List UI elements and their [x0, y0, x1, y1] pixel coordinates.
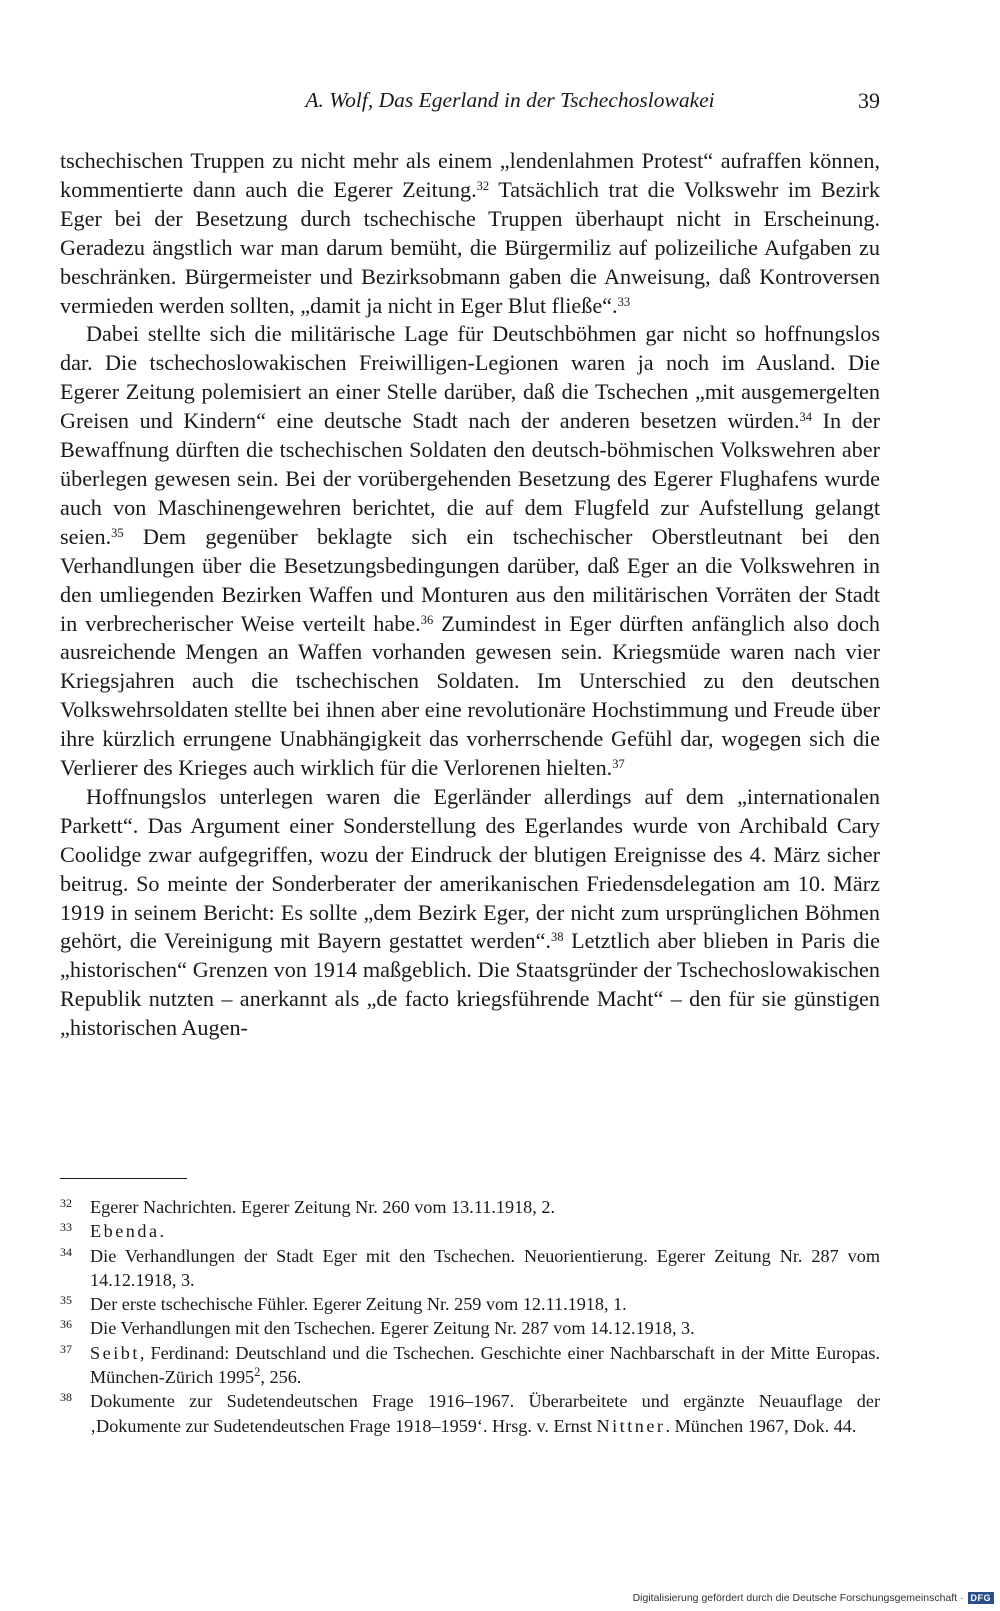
edition-superscript: 2 [254, 1365, 261, 1380]
footnote-text-spaced: Ebenda [90, 1221, 160, 1242]
footnote-number: 33 [60, 1220, 72, 1235]
paragraph-2 [60, 320, 880, 783]
footnote-ref-38[interactable]: 38 [551, 930, 564, 945]
footnote-36 [60, 1316, 880, 1340]
footnote-text: Dokumente zur Sudetendeutschen Frage 1916–1967. Überarbeitete und ergänzte Neuauflage der ‚Dokumente zur Sudetendeutschen Frage 1918–1959‘. Hrsg. v. Ernst [90, 1391, 880, 1436]
paragraph-2-text-c: Dem gegenüber beklagte sich ein tschechischer Oberstleutnant bei den Verhandlungen über die Besetzungsbedingungen darüber, daß Eger an die Volkswehren in den umliegenden Bezirken Waffen und Monturen aus den militärischen Vorräten der Stadt in verbrecherischer Weise verteilt habe. [60, 523, 880, 636]
credit-text: Digitalisierung gefördert durch die Deutsche Forschungsgemeinschaft · [632, 1591, 964, 1604]
footnote-38 [60, 1389, 880, 1438]
digitization-credit [633, 1590, 994, 1605]
paragraph-2-text-d: Zumindest in Eger dürften anfänglich also doch ausreichende Mengen an Waffen vorhanden gewesen sein. Kriegsmüde waren nach vier Kriegsjahren auch die tschechischen Soldaten. Im Unterschied zu den deutschen Volkswehrsoldaten stellte bei ihnen aber eine revolutionäre Hochstimmung und Freude über ihre kürzlich errungene Unabhängigkeit das vorherrschende Gefühl dar, wogegen sich die Verlierer des Krieges auch wirklich für die Verlorenen hielten. [60, 610, 880, 781]
footnote-ref-33[interactable]: 33 [617, 294, 631, 309]
paragraph-1-text-a: tschechischen Truppen zu nicht mehr als einem „lendenlahmen Protest“ aufraffen können, kommentierte dann auch die Egerer Zeitung. [60, 148, 880, 202]
footnote-text-end: , 256. [260, 1367, 302, 1388]
footnote-number: 34 [60, 1244, 72, 1259]
footnote-text: , Ferdinand: Deutschland und die Tschechen. Geschichte einer Nachbarschaft in der Mitte Europas. München-Zürich 1995 [90, 1342, 880, 1388]
footnote-ref-32[interactable]: 32 [476, 178, 490, 193]
footnote-editor: Nittner [596, 1415, 666, 1436]
footnote-35 [60, 1292, 880, 1316]
paragraph-2-text-b: In der Bewaffnung dürften die tschechischen Soldaten den deutsch-böhmischen Volkswehren aber überlegen gewesen sein. Bei der vorübergehenden Besetzung des Egerer Flughafens wurde auch von Maschinengewehren berichtet, die auf dem Flugfeld zur Aufstellung gelangt seien. [60, 408, 880, 549]
footnote-text: Die Verhandlungen mit den Tschechen. Egerer Zeitung Nr. 287 vom 14.12.1918, 3. [90, 1318, 695, 1339]
footnote-author: Seibt [90, 1342, 140, 1363]
footnote-text: Egerer Nachrichten. Egerer Zeitung Nr. 260 vom 13.11.1918, 2. [90, 1197, 555, 1217]
footnote-number: 36 [60, 1317, 72, 1332]
footnote-number: 37 [60, 1341, 72, 1356]
paragraph-1 [60, 147, 880, 320]
footnote-ref-37[interactable]: 37 [612, 757, 625, 772]
paragraph-1-text-b: Tatsächlich trat die Volkswehr im Bezirk Eger bei der Besetzung durch tschechische Truppen überhaupt nicht in Erscheinung. Geradezu ängstlich war man darum bemüht, die Bürgermiliz auf polizeiliche Aufgaben zu beschränken. Bürgermeister und Bezirksobmann gaben die Anweisung, daß Kontroversen vermieden werden sollten, „damit ja nicht in Eger Blut fließe“. [60, 176, 880, 318]
footnote-32 [60, 1195, 880, 1219]
footnote-text: . [159, 1221, 165, 1242]
footnote-number: 38 [60, 1390, 72, 1405]
footnote-37 [60, 1341, 880, 1390]
footnote-33 [60, 1219, 880, 1243]
footnote-text: Der erste tschechische Fühler. Egerer Zeitung Nr. 259 vom 12.11.1918, 1. [90, 1294, 627, 1315]
dfg-logo: DFG [968, 1592, 995, 1604]
footnote-ref-36[interactable]: 36 [420, 612, 434, 627]
footnote-number: 35 [60, 1293, 72, 1308]
footnote-ref-35[interactable]: 35 [111, 525, 124, 540]
footnote-separator [60, 1178, 187, 1179]
body-text [60, 147, 880, 1043]
paragraph-3 [60, 783, 880, 1043]
footnote-text-end: . München 1967, Dok. 44. [665, 1415, 857, 1436]
paragraph-3-text-a: Hoffnungslos unterlegen waren die Egerländer allerdings auf dem „internationalen Parkett“. Das Argument einer Sonderstellung des Egerlandes wurde von Archibald Cary Coolidge zwar aufgegriffen, wozu der Eindruck der blutigen Ereignisse des 4. März sicher beitrug. So meinte der Sonderberater der amerikanischen Friedensdelegation am 10. März 1919 in seinem Bericht: Es sollte „dem Bezirk Eger, der nicht zum ursprünglichen Böhmen gehört, die Vereinigung mit Bayern gestattet werden“. [60, 783, 880, 954]
footnote-34 [60, 1244, 880, 1293]
footnotes [60, 1195, 880, 1438]
page-number: 39 [858, 88, 880, 113]
footnote-number: 32 [60, 1196, 72, 1210]
footnote-text: Die Verhandlungen der Stadt Eger mit den Tschechen. Neuorientierung. Egerer Zeitung Nr. 287 vom 14.12.1918, 3. [90, 1245, 880, 1290]
footnote-ref-34[interactable]: 34 [799, 410, 813, 425]
running-title: A. Wolf, Das Egerland in der Tschechoslowakei [305, 88, 715, 112]
paragraph-2-text-a: Dabei stellte sich die militärische Lage für Deutschböhmen gar nicht so hoffnungslos dar. Die tschechoslowakischen Freiwilligen-Legionen waren ja noch im Ausland. Die Egerer Zeitung polemisiert an einer Stelle darüber, daß die Tschechen „mit ausgemergelten Greisen und Kindern“ eine deutsche Stadt nach der anderen besetzen würden. [60, 321, 880, 434]
paragraph-3-text-b: Letztlich aber blieben in Paris die „historischen“ Grenzen von 1914 maßgeblich. Die Staatsgründer der Tschechoslowakischen Republik nutzten – anerkannt als „de facto kriegsführende Macht“ – den für sie günstigen „historischen Augen- [60, 928, 881, 1041]
running-head [60, 88, 880, 122]
